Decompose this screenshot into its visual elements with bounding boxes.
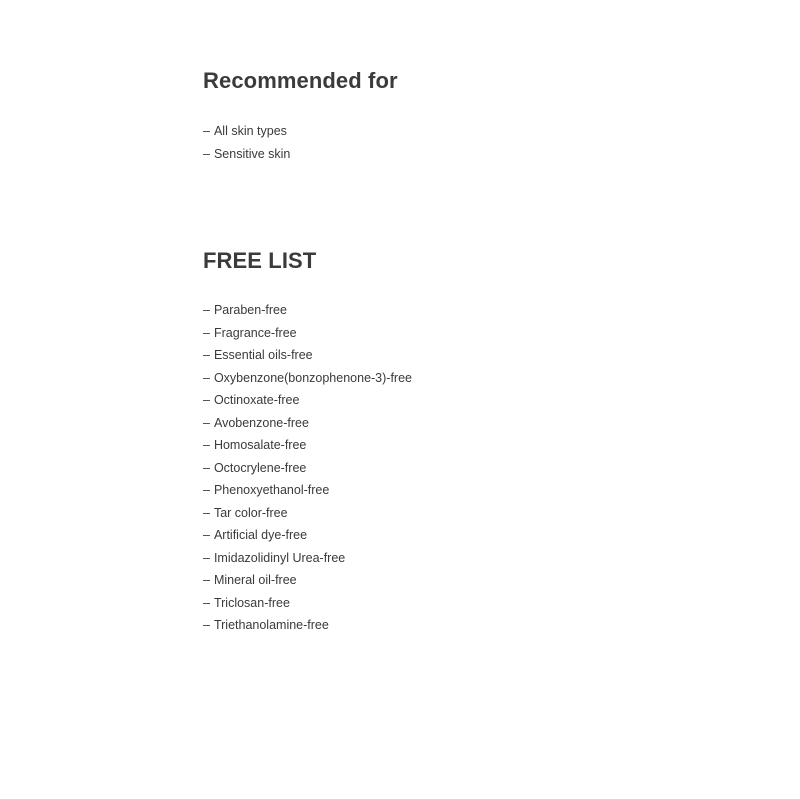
list-item-label: Sensitive skin — [213, 146, 291, 161]
recommended-title: Recommended for — [203, 68, 398, 93]
list-item-label: Triclosan-free — [213, 595, 290, 610]
bullet-dash: – — [203, 370, 210, 385]
list-item — [203, 344, 763, 367]
list-item — [203, 479, 763, 502]
bullet-dash: – — [203, 303, 210, 317]
list-item — [203, 502, 763, 525]
list-item-label: Artificial dye-free — [213, 528, 308, 542]
bullet-dash: – — [203, 483, 210, 497]
list-item — [203, 367, 763, 390]
list-item-label: Tar color-free — [213, 505, 288, 520]
recommended-list — [203, 120, 763, 165]
list-item — [203, 592, 763, 615]
free-list — [203, 299, 763, 637]
list-item — [203, 457, 763, 480]
list-item-label: Avobenzone-free — [213, 415, 309, 430]
bullet-dash: – — [203, 618, 210, 632]
bullet-dash: – — [203, 415, 210, 430]
list-item-label: Phenoxyethanol-free — [213, 483, 330, 497]
list-item — [203, 434, 763, 457]
list-item — [203, 412, 763, 435]
free-list-title: FREE LIST — [203, 248, 317, 273]
list-item-label: Imidazolidinyl Urea-free — [213, 550, 346, 565]
list-item-label: Homosalate-free — [213, 438, 307, 452]
list-item — [203, 614, 763, 637]
list-item-label: Essential oils-free — [213, 348, 313, 362]
list-item — [203, 299, 763, 322]
bullet-dash: – — [203, 528, 210, 542]
bullet-dash: – — [203, 438, 210, 452]
list-item-label: Paraben-free — [213, 303, 287, 317]
list-item — [203, 524, 763, 547]
list-item-label: Mineral oil-free — [213, 573, 297, 587]
bullet-dash: – — [203, 573, 210, 587]
bullet-dash: – — [203, 505, 210, 520]
bullet-dash: – — [203, 124, 210, 138]
bullet-dash: – — [203, 550, 210, 565]
list-item-label: Oxybenzone(bonzophenone-3)-free — [213, 370, 412, 385]
bullet-dash: – — [203, 595, 210, 610]
list-item — [203, 547, 763, 570]
list-item-label: Octinoxate-free — [213, 393, 300, 407]
list-item — [203, 389, 763, 412]
list-item — [203, 120, 763, 143]
list-item — [203, 569, 763, 592]
list-item — [203, 322, 763, 345]
bullet-dash: – — [203, 348, 210, 362]
bullet-dash: – — [203, 146, 210, 161]
bullet-dash: – — [203, 325, 210, 340]
bullet-dash: – — [203, 393, 210, 407]
list-item — [203, 143, 763, 166]
list-item-label: Triethanolamine-free — [213, 618, 329, 632]
list-item-label: All skin types — [213, 124, 287, 138]
list-item-label: Octocrylene-free — [213, 460, 307, 475]
content — [203, 66, 763, 637]
list-item-label: Fragrance-free — [213, 325, 297, 340]
bullet-dash: – — [203, 460, 210, 475]
